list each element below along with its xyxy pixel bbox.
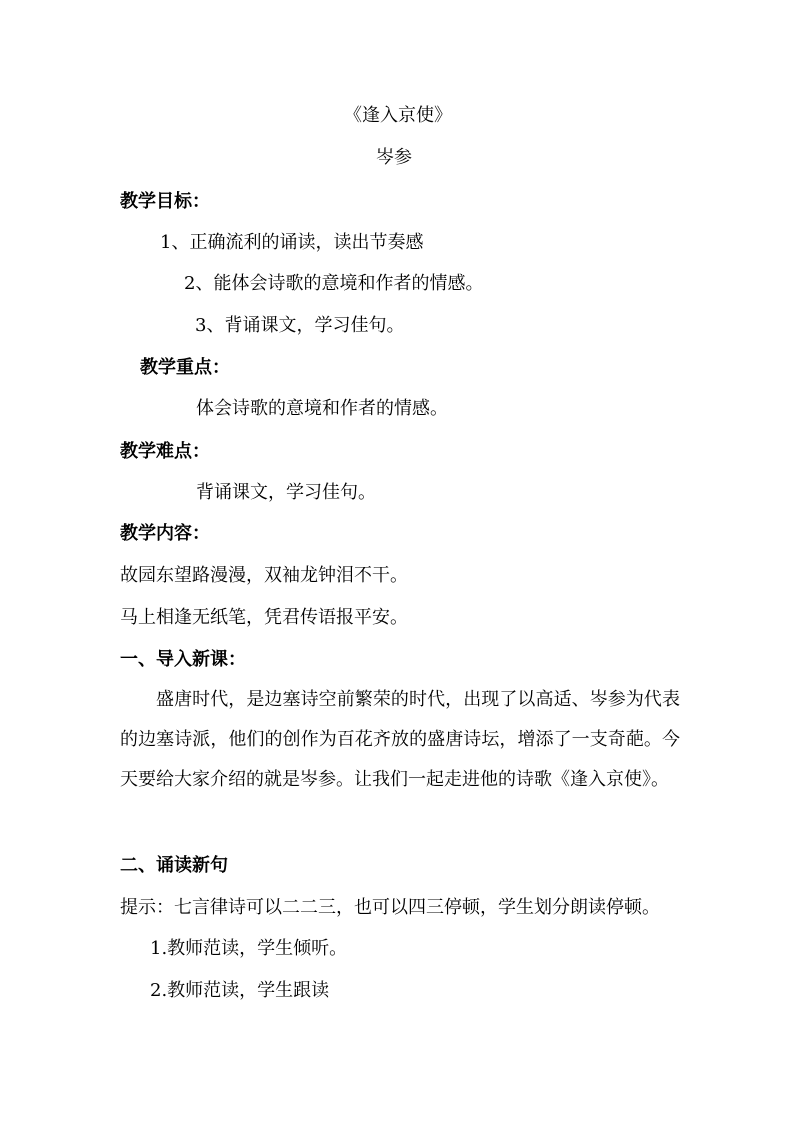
goal-item-2: 2、能体会诗歌的意境和作者的情感。: [184, 273, 484, 294]
reading-step-2: 2.教师范读，学生跟读: [150, 980, 330, 1001]
key-point-heading: 教学重点：: [140, 357, 230, 378]
difficulty-heading: 教学难点：: [120, 441, 210, 462]
goal-item-3: 3、背诵课文，学习佳句。: [195, 315, 405, 336]
goal-item-1: 1、正确流利的诵读，读出节奏感: [160, 232, 424, 253]
doc-title: 《逢入京使》: [344, 105, 452, 126]
doc-author: 岑参: [376, 147, 412, 168]
intro-text: 盛唐时代，是边塞诗空前繁荣的时代，出现了以高适、岑参为代表的边塞诗派，他们的创作为百花齐放的盛唐诗坛，增添了一支奇葩。今天要给大家介绍的就是岑参。让我们一起走进他的诗歌《逢入京使》。: [120, 689, 680, 790]
key-point-text: 体会诗歌的意境和作者的情感。: [196, 398, 448, 419]
poem-line-2: 马上相逢无纸笔，凭君传语报平安。: [120, 607, 408, 628]
content-heading: 教学内容：: [120, 523, 210, 544]
goals-heading: 教学目标：: [120, 191, 210, 212]
section1-heading: 一、导入新课：: [120, 649, 246, 670]
difficulty-text: 背诵课文，学习佳句。: [196, 482, 376, 503]
poem-line-1: 故园东望路漫漫，双袖龙钟泪不干。: [120, 565, 408, 586]
reading-hint: 提示：七言律诗可以二二三，也可以四三停顿，学生划分朗读停顿。: [120, 897, 660, 918]
intro-paragraph: [120, 680, 680, 800]
reading-step-1: 1.教师范读，学生倾听。: [150, 938, 348, 959]
section2-heading: 二、诵读新句: [120, 855, 228, 876]
